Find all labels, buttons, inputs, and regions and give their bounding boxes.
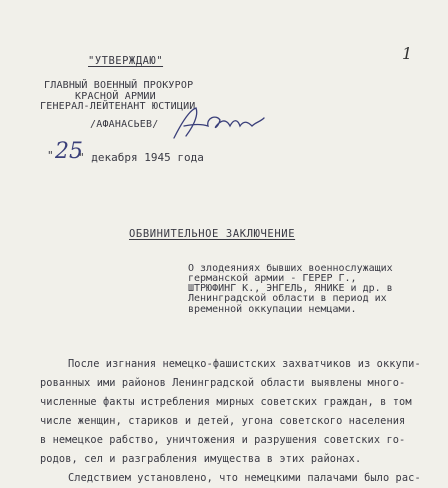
approval-stamp: "УТВЕРЖДАЮ" — [88, 55, 164, 67]
body-line-2: рованных ими районов Ленинградской области выявлены много- — [40, 377, 406, 389]
body-line-5: в немецкое рабство, уничтожения и разрушения советских го- — [40, 434, 406, 446]
subject-line-3: ШТРЮФИНГ К., ЭНГЕЛЬ, ЯНИКЕ и др. в — [188, 283, 393, 294]
date-rest: " декабря 1945 года — [78, 151, 204, 164]
body-line-6: родов, сел и разграбления имущества в этих районах. — [40, 453, 362, 465]
body-line-3: численные факты истребления мирных советских граждан, в том — [40, 396, 412, 408]
subject-line-1: О злодеяниях бывших военнослужащих — [188, 263, 393, 274]
approver-name: /АФАНАСЬЕВ/ — [90, 119, 159, 130]
date-quote-open: " — [47, 149, 54, 162]
subject-line-4: Ленинградской области в период их — [188, 293, 387, 304]
body-line-1: После изгнания немецко-фашистских захватчиков из оккупи- — [68, 358, 421, 370]
signature-image — [168, 104, 268, 144]
date-day-handwritten: 25 — [55, 139, 83, 164]
subject-line-5: временной оккупации немцами. — [188, 304, 357, 315]
page-number: 1 — [402, 44, 413, 63]
approval-title-line-3: ГЕНЕРАЛ-ЛЕЙТЕНАНТ ЮСТИЦИИ — [40, 101, 196, 112]
approval-title-line-2: КРАСНОЙ АРМИИ — [75, 91, 156, 102]
subject-line-2: германской армии - ГЕРЕР Г., — [188, 273, 357, 284]
body-line-4: числе женщин, стариков и детей, угона советского населения — [40, 415, 406, 427]
document-heading: ОБВИНИТЕЛЬНОЕ ЗАКЛЮЧЕНИЕ — [129, 228, 296, 240]
body-line-7: Следствием установлено, что немецкими палачами было рас- — [68, 472, 421, 484]
approval-title-line-1: ГЛАВНЫЙ ВОЕННЫЙ ПРОКУРОР — [44, 80, 194, 91]
